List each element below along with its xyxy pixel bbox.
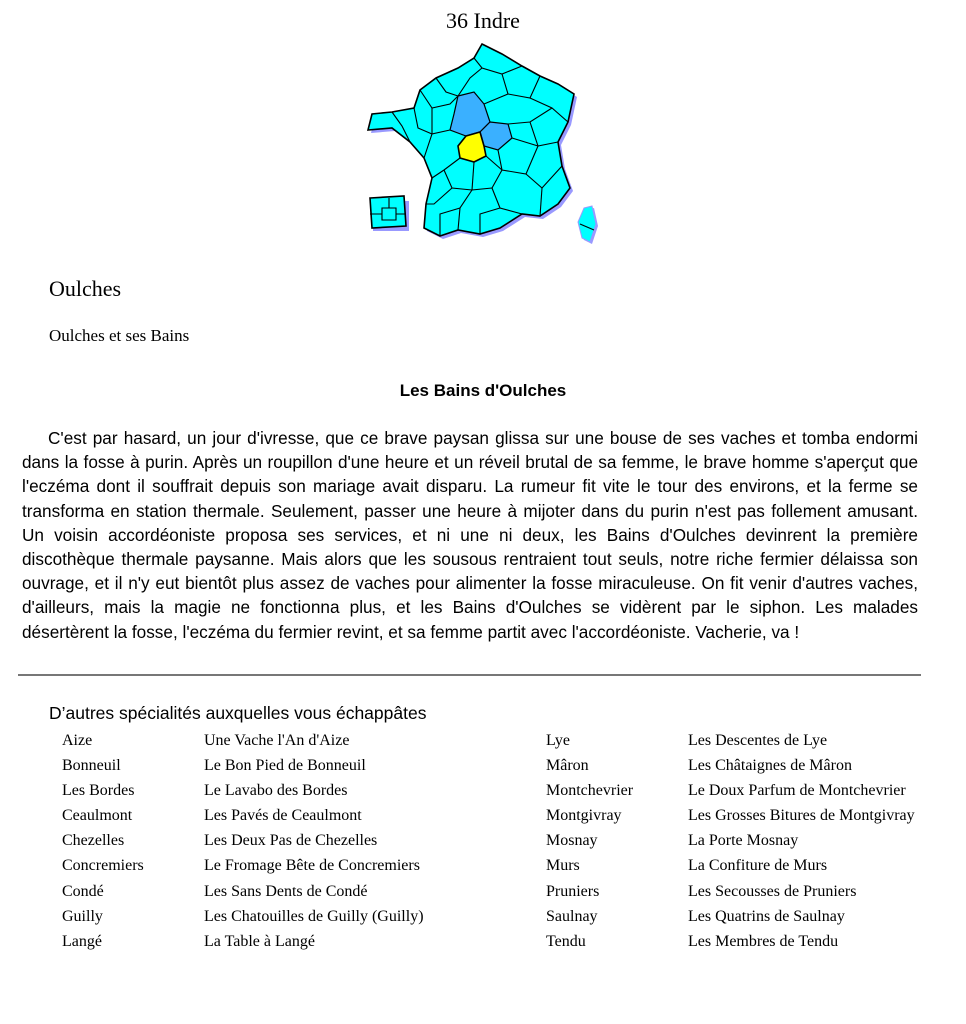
- others-heading: D’autres spécialités auxquelles vous échappâtes: [49, 703, 427, 723]
- town-name: Condé: [62, 882, 104, 900]
- specialty-name: La Confiture de Murs: [688, 857, 828, 875]
- specialty-name: La Porte Mosnay: [688, 832, 799, 850]
- commune-subtitle: Oulches et ses Bains: [49, 326, 190, 345]
- specialty-name: Le Fromage Bête de Concremiers: [204, 857, 420, 875]
- france-map-icon: [362, 38, 602, 248]
- town-name: Lye: [546, 732, 570, 749]
- town-name: Chezelles: [62, 832, 125, 850]
- specialty-name: Les Pavés de Ceaulmont: [204, 807, 362, 825]
- department-title: 36 Indre: [446, 8, 520, 33]
- town-name: Concremiers: [62, 857, 144, 875]
- town-name: Bonneuil: [62, 757, 121, 775]
- specialty-name: Les Chatouilles de Guilly (Guilly): [204, 907, 424, 925]
- specialty-name: Les Châtaignes de Mâron: [688, 757, 852, 775]
- specialty-name: Le Lavabo des Bordes: [204, 782, 348, 800]
- divider: [18, 674, 921, 676]
- town-name: Mâron: [546, 757, 589, 775]
- town-name: Saulnay: [546, 907, 598, 925]
- town-name: Les Bordes: [62, 782, 135, 800]
- specialty-name: Le Bon Pied de Bonneuil: [204, 757, 366, 775]
- article-body: C'est par hasard, un jour d'ivresse, que ce brave paysan glissa sur une bouse de ses vaches et tomba endormi dans la fosse à purin. Après un roupillon d'une heure et un réveil brutal de sa femme, le brave homme s'aperçut que l'eczéma dont il souffrait depuis son mariage avait disparu. La rumeur fit vite le tour des environs, et la ferme se transforma en station thermale. Seulement, passer une heure à mijoter dans du purin n'est pas follement amusant. Un voisin accordéoniste proposa ses services, et ni une ni deux, les Bains d'Oulches devinrent la première discothèque thermale paysanne. Mais alors que les sousous rentraient tout seuls, notre riche fermier délaissa son ouvrage, et il n'y eut bientôt plus assez de vaches pour alimenter la fosse miraculeuse. On fit venir d'autres vaches, d'ailleurs, mais la magie ne fonctionna plus, et les Bains d'Oulches se vidèrent par le siphon. Les malades désertèrent la fosse, l'eczéma du fermier revint, et sa femme partit avec l'accordéoniste. Vacherie, va !: [22, 428, 918, 642]
- specialty-name: Le Doux Parfum de Montchevrier: [688, 782, 906, 800]
- specialty-name: La Table à Langé: [204, 932, 315, 950]
- towns-column-left: [62, 728, 144, 954]
- specialty-name: Les Grosses Bitures de Montgivray: [688, 807, 915, 825]
- town-name: Tendu: [546, 932, 586, 950]
- towns-column-right: [546, 728, 633, 954]
- specialties-column-right: [688, 728, 915, 954]
- specialty-name: Les Quatrins de Saulnay: [688, 907, 845, 925]
- town-name: Ceaulmont: [62, 807, 133, 825]
- commune-title: Oulches: [49, 276, 122, 301]
- town-name: Aize: [62, 732, 93, 749]
- town-name: Pruniers: [546, 882, 600, 900]
- town-name: Murs: [546, 857, 580, 875]
- specialty-name: Les Descentes de Lye: [688, 732, 828, 749]
- town-name: Langé: [62, 932, 102, 950]
- specialty-name: Les Membres de Tendu: [688, 932, 839, 950]
- town-name: Montgivray: [546, 807, 622, 825]
- specialty-name: Les Secousses de Pruniers: [688, 882, 857, 900]
- town-name: Montchevrier: [546, 782, 634, 800]
- article-title: Les Bains d'Oulches: [399, 381, 567, 400]
- specialties-column-left: [204, 728, 424, 954]
- specialty-name: Une Vache l'An d'Aize: [204, 732, 350, 749]
- specialty-name: Les Sans Dents de Condé: [204, 882, 368, 900]
- town-name: Mosnay: [546, 832, 598, 850]
- town-name: Guilly: [62, 907, 103, 925]
- specialty-name: Les Deux Pas de Chezelles: [204, 832, 378, 850]
